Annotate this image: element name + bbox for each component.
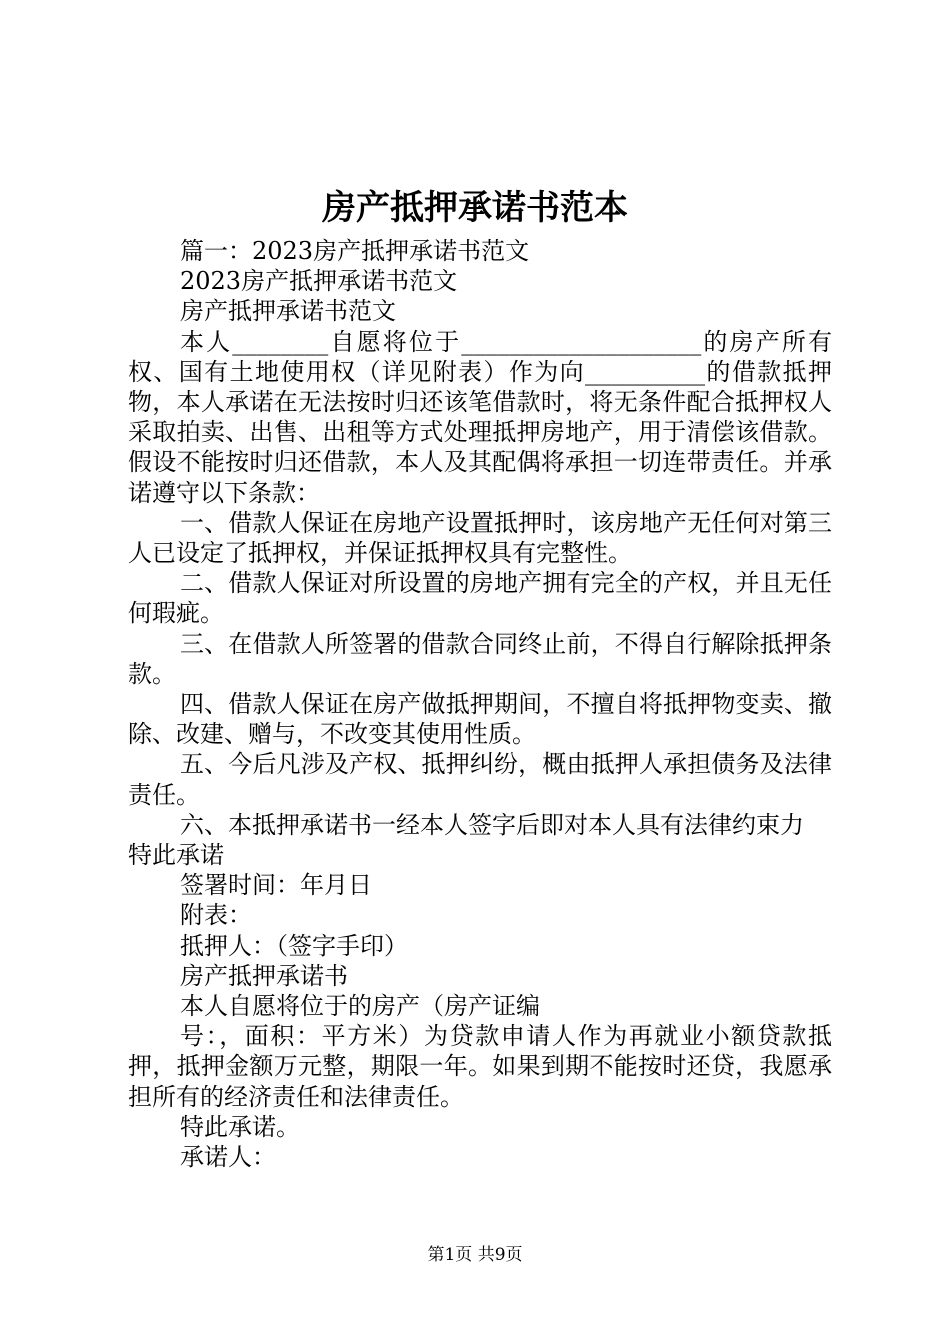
paragraph-subtitle: 2023房产抵押承诺书范文 [180,267,458,296]
paragraph-clause-3: 三、在借款人所签署的借款合同终止前，不得自行解除抵押条款。 [128,629,832,688]
paragraph-second-closing: 特此承诺。 [180,1112,300,1141]
document-title: 房产抵押承诺书范本 [322,188,628,228]
paragraph-mortgagor: 抵押人：（签字手印） [180,931,408,960]
paragraph-clause-6: 六、本抵押承诺书一经本人签字后即对本人具有法律约束力 [180,810,804,839]
paragraph-clause-2: 二、借款人保证对所设置的房地产拥有完全的产权，并且无任何瑕疵。 [128,569,832,628]
paragraph-closing: 特此承诺 [128,841,224,870]
paragraph-promisor: 承诺人： [180,1143,276,1172]
paragraph-clause-4: 四、借款人保证在房产做抵押期间，不擅自将抵押物变卖、撤除、改建、赠与，不改变其使用性质。 [128,690,832,749]
paragraph-appendix: 附表： [180,901,252,930]
page-footer: 第1页 共9页 [427,1245,523,1265]
paragraph-sign-date: 签署时间：年月日 [180,871,372,900]
paragraph-section-heading: 篇一：2023房产抵押承诺书范文 [180,237,530,265]
document-body [128,236,832,1172]
paragraph-subtitle-2: 房产抵押承诺书范文 [180,297,396,326]
paragraph-clause-5: 五、今后凡涉及产权、抵押纠纷，概由抵押人承担债务及法律责任。 [128,750,832,809]
paragraph-clause-1: 一、借款人保证在房地产设置抵押时，该房地产无任何对第三人已设定了抵押权，并保证抵押权具有完整性。 [128,508,832,568]
paragraph-second-body-1: 本人自愿将位于的房产（房产证编 [180,992,540,1021]
paragraph-second-body-2: 号：，面积：平方米）为贷款申请人作为再就业小额贷款抵押，抵押金额万元整，期限一年。如果到期不能按时还贷，我愿承担所有的经济责任和法律责任。 [128,1022,832,1111]
paragraph-pledge-body: 本人________自愿将位于____________________的房产所有权、国有土地使用权（详见附表）作为向__________的借款抵押物，本人承诺在无法按时归还该笔借款时，将无条件配合抵押权人采取拍卖、出售、出租等方式处理抵押房地产，用于清偿该借款。假设不能按时归还借款，本人及其配偶将承担一切连带责任。并承诺遵守以下条款： [128,327,832,507]
paragraph-second-title: 房产抵押承诺书 [180,961,348,990]
